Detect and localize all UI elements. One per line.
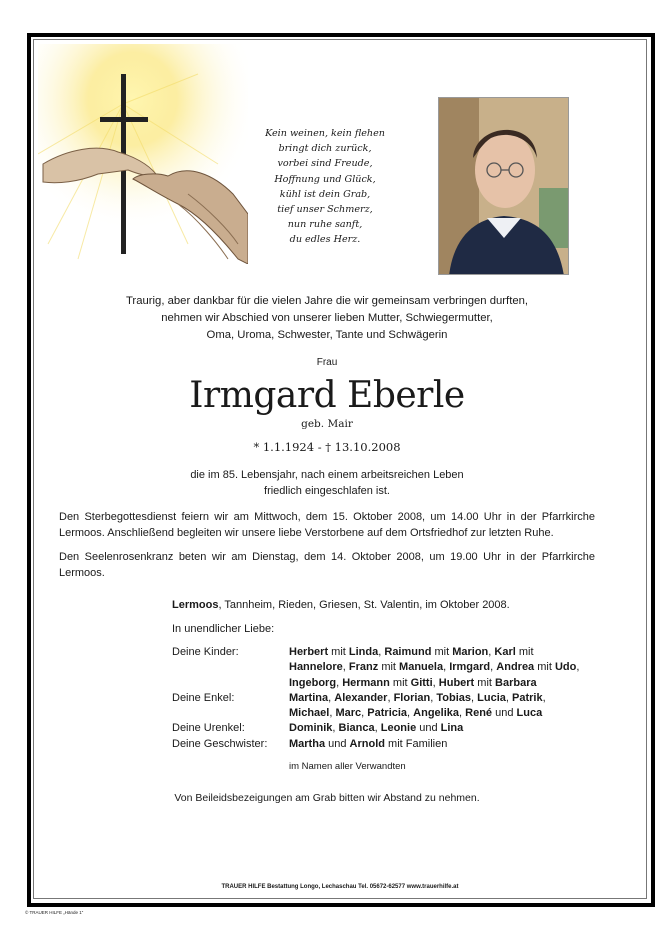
- family-name: Michael: [289, 707, 330, 720]
- place-bold: Lermoos: [172, 599, 219, 611]
- poem-line: tief unser Schmerz,: [277, 204, 373, 216]
- family-name: Lucia: [477, 691, 506, 704]
- rosary-info: Den Seelenrosenkranz beten wir am Dienstag, dem 14. Oktober 2008, um 19.00 Uhr in der Pfarrkirche Lermoos.: [59, 551, 595, 579]
- family-name: Arnold: [349, 737, 385, 750]
- family-connector: und: [492, 707, 517, 720]
- family-name: Leonie: [380, 722, 417, 735]
- family-members: [289, 721, 589, 736]
- family-connector: ,: [542, 691, 546, 704]
- family-connector: ,: [490, 661, 497, 674]
- family-label: Deine Enkel:: [172, 691, 235, 704]
- family-connector: ,: [432, 676, 439, 689]
- copyright: © TRAUER HILFE „Hände 1“: [25, 910, 84, 915]
- poem-line: nun ruhe sanft,: [287, 219, 363, 231]
- family-name: Gitti: [410, 676, 433, 689]
- intro-line: nehmen wir Abschied von unserer lieben Mutter, Schwiegermutter,: [161, 312, 493, 324]
- poem-line: du edles Herz.: [289, 234, 361, 246]
- family-connector: mit: [389, 676, 411, 689]
- poem-line: kühl ist dein Grab,: [279, 188, 371, 200]
- place-rest: , Tannheim, Rieden, Griesen, St. Valentin, im Oktober 2008.: [218, 599, 510, 611]
- intro-line: Traurig, aber dankbar für die vielen Jahre die wir gemeinsam verbringen durften,: [125, 295, 529, 307]
- family-row: [172, 721, 595, 736]
- family-name: Franz: [348, 661, 379, 674]
- deceased-name: Irmgard Eberle: [189, 375, 465, 416]
- family-name: Hermann: [342, 676, 390, 689]
- poem-line: vorbei sind Freude,: [277, 158, 373, 170]
- family-connector: mit: [431, 646, 453, 658]
- family-connector: ,: [336, 676, 343, 689]
- family-connector: mit: [534, 661, 555, 674]
- family-connector: ,: [505, 691, 512, 704]
- family-connector: und: [416, 722, 441, 735]
- family-row: [172, 737, 595, 752]
- family-name: Irmgard: [449, 661, 491, 674]
- family-name: Udo: [554, 661, 577, 674]
- family-name: Marc: [335, 707, 362, 720]
- family-name: Ingeborg: [289, 676, 337, 689]
- poem-line: Kein weinen, kein flehen: [265, 128, 385, 139]
- family-label: Deine Geschwister:: [172, 737, 268, 750]
- family-name: Marion: [452, 646, 489, 658]
- family-name: René: [465, 707, 493, 720]
- family-name: Manuela: [399, 661, 444, 674]
- family-row: [172, 645, 595, 691]
- maiden-name: geb. Mair: [301, 418, 353, 430]
- family-name: Martina: [289, 691, 329, 704]
- poem: [225, 126, 425, 248]
- family-label: Deine Kinder:: [172, 646, 239, 658]
- family-connector: ,: [361, 707, 368, 720]
- family-name: Andrea: [496, 661, 535, 674]
- family-name: Bianca: [338, 722, 375, 735]
- poem-line: bringt dich zurück,: [278, 143, 372, 155]
- family-list: [172, 645, 595, 752]
- family-name: Raimund: [384, 646, 432, 658]
- family-name: Patricia: [367, 707, 408, 720]
- passing-line: friedlich eingeschlafen ist.: [264, 485, 390, 497]
- family-connector: ,: [342, 661, 349, 674]
- passing-line: die im 85. Lebensjahr, nach einem arbeitsreichen Leben: [190, 469, 464, 481]
- family-connector: ,: [328, 691, 335, 704]
- family-connector: mit: [515, 646, 534, 658]
- family-name: Lina: [440, 722, 464, 735]
- family-connector: ,: [576, 661, 580, 674]
- family-name: Angelika: [413, 707, 460, 720]
- family-name: Alexander: [334, 691, 388, 704]
- family-members: [289, 645, 589, 691]
- cross-hands-illustration: [38, 44, 248, 264]
- family-connector: mit: [474, 676, 496, 689]
- family-name: Barbara: [495, 676, 537, 689]
- salutation: Frau: [316, 357, 338, 368]
- family-connector: ,: [378, 646, 385, 658]
- condolences-note: Von Beileidsbezeigungen am Grab bitten wir Abstand zu nehmen.: [174, 792, 480, 805]
- intro-text: [59, 293, 595, 344]
- poem-line: Hoffnung und Glück,: [274, 173, 376, 185]
- family-connector: ,: [430, 691, 437, 704]
- family-name: Herbert: [289, 646, 329, 658]
- family-name: Dominik: [289, 722, 333, 735]
- obituary-body: [59, 293, 595, 805]
- family-name: Martha: [289, 737, 326, 750]
- family-name: Linda: [348, 646, 379, 658]
- family-connector: ,: [407, 707, 414, 720]
- family-label: Deine Urenkel:: [172, 722, 245, 735]
- family-members: [289, 737, 589, 752]
- passing-text: [59, 467, 595, 499]
- family-name: Hubert: [438, 676, 475, 689]
- family-connector: ,: [332, 722, 339, 735]
- family-name: Florian: [393, 691, 431, 704]
- life-dates: * 1.1.1924 - † 13.10.2008: [253, 440, 401, 454]
- relatives-line: im Namen aller Verwandten: [289, 761, 406, 773]
- family-connector: ,: [471, 691, 478, 704]
- family-connector: und: [325, 737, 350, 750]
- family-connector: ,: [459, 707, 466, 720]
- family-connector: mit Familien: [384, 737, 448, 750]
- family-name: Luca: [516, 707, 543, 720]
- funeral-home-footer: TRAUER HILFE Bestattung Longo, Lechaschau Tel. 05672-62577 www.trauerhilfe.at: [221, 884, 459, 890]
- family-name: Tobias: [436, 691, 472, 704]
- family-name: Karl: [494, 646, 516, 658]
- family-name: Hannelore: [289, 661, 343, 674]
- portrait-photo: [438, 97, 569, 275]
- family-connector: mit: [328, 646, 349, 658]
- family-connector: ,: [374, 722, 381, 735]
- family-connector: ,: [329, 707, 336, 720]
- family-connector: ,: [488, 646, 495, 658]
- family-connector: mit: [378, 661, 400, 674]
- funeral-info: Den Sterbegottesdienst feiern wir am Mittwoch, dem 15. Oktober 2008, um 14.00 Uhr in der Pfarrkirche Lermoos. Anschließend begleiten wir unsere liebe Verstorbene auf dem Ortsfriedhof zur letzten Ruhe.: [59, 511, 595, 539]
- place-date: [172, 598, 595, 613]
- family-row: [172, 691, 595, 722]
- family-members: [289, 691, 589, 722]
- family-connector: ,: [443, 661, 450, 674]
- family-name: Patrik: [512, 691, 543, 704]
- love-line: In unendlicher Liebe:: [172, 623, 275, 635]
- family-connector: ,: [387, 691, 394, 704]
- intro-line: Oma, Uroma, Schwester, Tante und Schwägerin: [206, 329, 448, 341]
